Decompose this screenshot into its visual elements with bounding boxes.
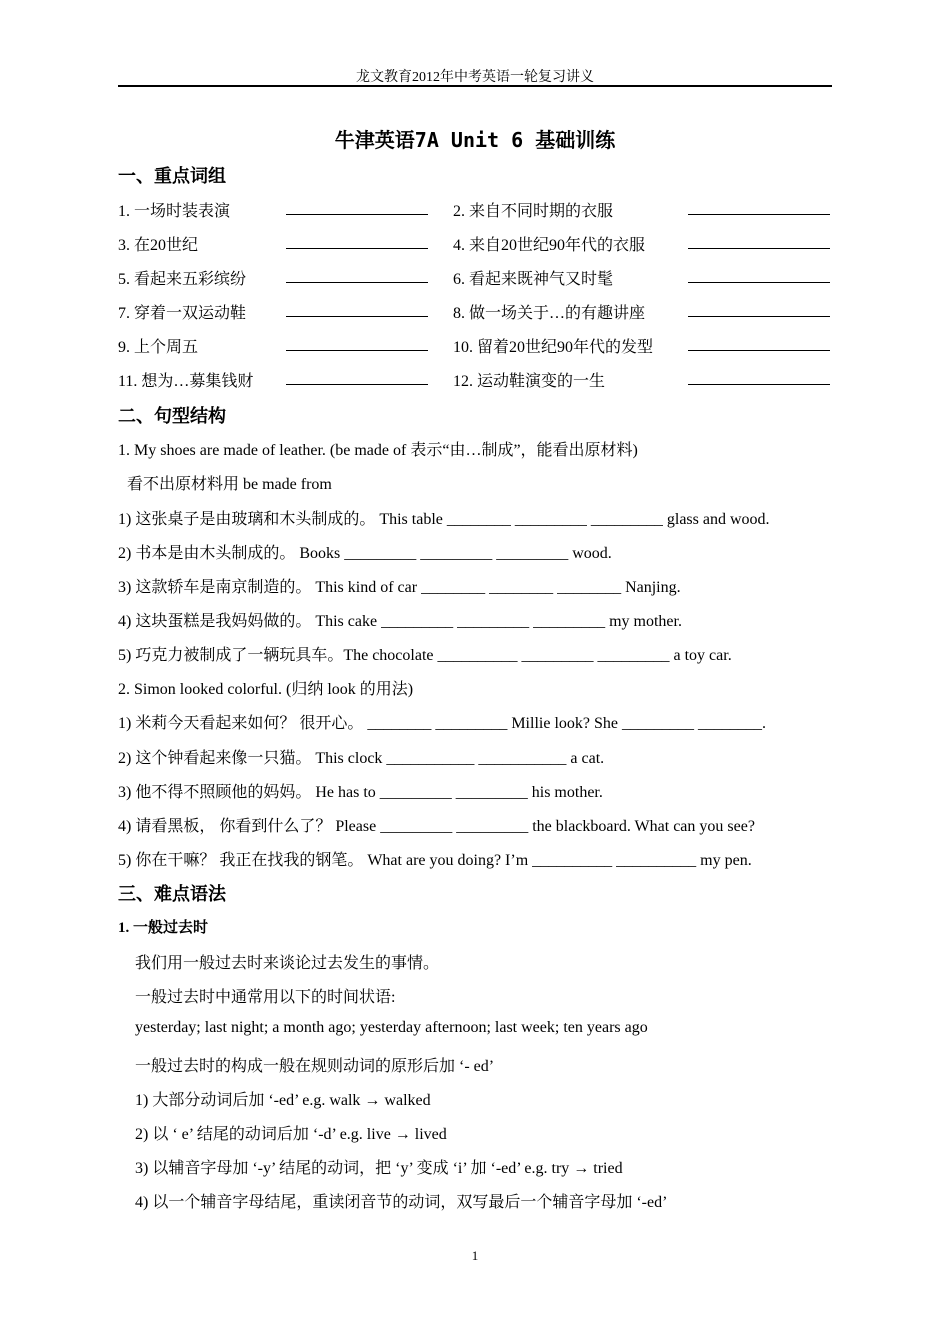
answer-blank[interactable] bbox=[688, 248, 830, 249]
answer-blank[interactable] bbox=[286, 316, 428, 317]
phrase-item: 5. 看起来五彩缤纷 bbox=[118, 271, 247, 288]
page-number: 1 bbox=[471, 1248, 479, 1263]
exercise-sentence[interactable]: 1) 这张桌子是由玻璃和木头制成的。 This table ________ _________ _________ glass and wood. bbox=[118, 511, 770, 528]
grammar-rule: 4) 以一个辅音字母结尾，重读闭音节的动词，双写最后一个辅音字母加 ‘-ed’ bbox=[135, 1194, 668, 1211]
phrase-item: 6. 看起来既神气又时髦 bbox=[453, 271, 614, 288]
answer-blank[interactable] bbox=[688, 282, 830, 283]
structure-rule: 2. Simon looked colorful. (归纳 look 的用法) bbox=[118, 681, 414, 698]
phrase-item: 2. 来自不同时期的衣服 bbox=[453, 203, 614, 220]
phrase-item: 3. 在20世纪 bbox=[118, 237, 199, 254]
exercise-sentence[interactable]: 4) 请看黑板， 你看到什么了？ Please _________ _________ the blackboard. What can you see? bbox=[118, 818, 755, 835]
grammar-text: 一般过去时的构成一般在规则动词的原形后加 ‘- ed’ bbox=[135, 1058, 495, 1075]
answer-blank[interactable] bbox=[286, 214, 428, 215]
answer-blank[interactable] bbox=[286, 350, 428, 351]
answer-blank[interactable] bbox=[286, 282, 428, 283]
phrase-item: 4. 来自20世纪90年代的衣服 bbox=[453, 237, 646, 254]
header-divider bbox=[118, 85, 832, 87]
answer-blank[interactable] bbox=[688, 350, 830, 351]
phrase-item: 11. 想为…募集钱财 bbox=[118, 373, 254, 390]
grammar-rule: 3) 以辅音字母加 ‘-y’ 结尾的动词，把 ‘y’ 变成 ‘i’ 加 ‘-ed’ e.g. try → tried bbox=[135, 1160, 623, 1177]
phrase-item: 9. 上个周五 bbox=[118, 339, 199, 356]
grammar-text: 一般过去时中通常用以下的时间状语: bbox=[135, 989, 396, 1006]
exercise-sentence[interactable]: 1) 米莉今天看起来如何？ 很开心。 ________ _________ Millie look? She _________ ________. bbox=[118, 715, 766, 732]
structure-note: 看不出原材料用 be made from bbox=[127, 476, 332, 493]
page-header: 龙文教育2012年中考英语一轮复习讲义 bbox=[356, 70, 594, 85]
page-title: 牛津英语7A Unit 6 基础训练 bbox=[334, 128, 616, 152]
answer-blank[interactable] bbox=[688, 316, 830, 317]
phrase-item: 8. 做一场关于…的有趣讲座 bbox=[453, 305, 646, 322]
grammar-rule: 2) 以 ‘ e’ 结尾的动词后加 ‘-d’ e.g. live → lived bbox=[135, 1126, 447, 1143]
exercise-sentence[interactable]: 4) 这块蛋糕是我妈妈做的。 This cake _________ _________ _________ my mother. bbox=[118, 613, 682, 630]
phrase-item: 10. 留着20世纪90年代的发型 bbox=[453, 339, 654, 356]
exercise-sentence[interactable]: 5) 你在干嘛？ 我正在找我的钢笔。 What are you doing? I’m __________ __________ my pen. bbox=[118, 852, 752, 869]
phrase-item: 12. 运动鞋演变的一生 bbox=[453, 373, 606, 390]
grammar-subheading: 1. 一般过去时 bbox=[118, 920, 209, 936]
section-heading-1: 一、重点词组 bbox=[118, 166, 226, 187]
exercise-sentence[interactable]: 3) 这款轿车是南京制造的。 This kind of car ________ ________ ________ Nanjing. bbox=[118, 579, 681, 596]
section-heading-3: 三、难点语法 bbox=[118, 884, 226, 905]
section-heading-2: 二、句型结构 bbox=[118, 406, 226, 427]
phrase-item: 1. 一场时装表演 bbox=[118, 203, 231, 220]
exercise-sentence[interactable]: 3) 他不得不照顾他的妈妈。 He has to _________ _________ his mother. bbox=[118, 784, 603, 801]
exercise-sentence[interactable]: 2) 这个钟看起来像一只猫。 This clock ___________ ___________ a cat. bbox=[118, 750, 605, 767]
answer-blank[interactable] bbox=[688, 384, 830, 385]
answer-blank[interactable] bbox=[286, 384, 428, 385]
phrase-item: 7. 穿着一双运动鞋 bbox=[118, 305, 247, 322]
answer-blank[interactable] bbox=[688, 214, 830, 215]
answer-blank[interactable] bbox=[286, 248, 428, 249]
exercise-sentence[interactable]: 2) 书本是由木头制成的。 Books _________ _________ _________ wood. bbox=[118, 545, 612, 562]
structure-rule: 1. My shoes are made of leather. (be made of 表示“由…制成”，能看出原材料) bbox=[118, 442, 638, 459]
grammar-text: 我们用一般过去时来谈论过去发生的事情。 bbox=[135, 955, 440, 972]
grammar-rule: 1) 大部分动词后加 ‘-ed’ e.g. walk → walked bbox=[135, 1092, 431, 1109]
exercise-sentence[interactable]: 5) 巧克力被制成了一辆玩具车。The chocolate __________ _________ _________ a toy car. bbox=[118, 647, 732, 664]
grammar-text: yesterday; last night; a month ago; yesterday afternoon; last week; ten years ago bbox=[135, 1019, 648, 1036]
